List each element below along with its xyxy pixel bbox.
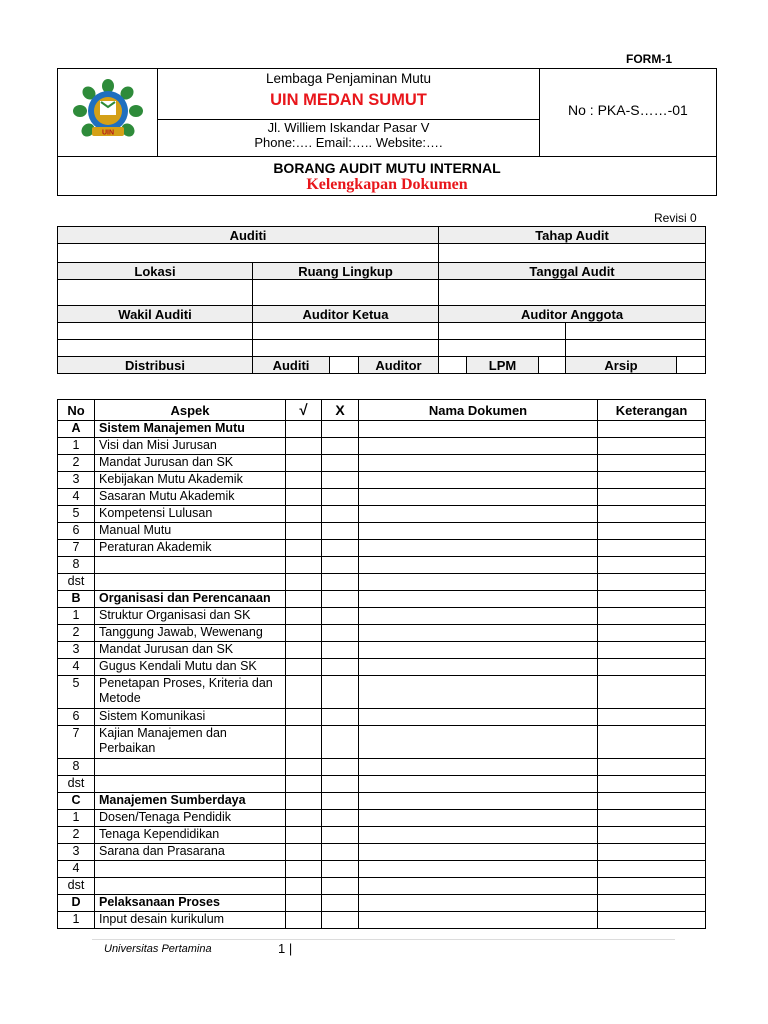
- table-row: [58, 912, 706, 929]
- auditor-anggota-field-3[interactable]: [439, 340, 566, 357]
- table-row: [58, 709, 706, 726]
- keterangan-cell[interactable]: [598, 421, 706, 438]
- keterangan-cell[interactable]: [598, 642, 706, 659]
- institution-name: UIN MEDAN SUMUT: [270, 91, 427, 109]
- table-row: [58, 608, 706, 625]
- row-aspek: Tenaga Kependidikan: [95, 827, 286, 844]
- check-cell[interactable]: [286, 659, 322, 676]
- auditor-anggota-field-1[interactable]: [439, 323, 566, 340]
- cross-cell[interactable]: [322, 659, 359, 676]
- nama-dokumen-cell[interactable]: [359, 608, 598, 625]
- keterangan-cell[interactable]: [598, 438, 706, 455]
- row-number: 4: [58, 489, 95, 506]
- dist-auditi-box[interactable]: [330, 357, 359, 374]
- auditi-field[interactable]: [58, 244, 439, 263]
- cross-cell[interactable]: [322, 455, 359, 472]
- row-number: 2: [58, 455, 95, 472]
- header-nama-dokumen: Nama Dokumen: [359, 400, 598, 421]
- auditor-ketua-label: Auditor Ketua: [253, 306, 439, 323]
- cross-cell[interactable]: [322, 810, 359, 827]
- row-number: dst: [58, 878, 95, 895]
- keterangan-cell[interactable]: [598, 878, 706, 895]
- check-cell[interactable]: [286, 557, 322, 574]
- table-row: [58, 557, 706, 574]
- auditor-anggota-label: Auditor Anggota: [439, 306, 706, 323]
- check-cell[interactable]: [286, 489, 322, 506]
- row-number: 1: [58, 912, 95, 929]
- keterangan-cell[interactable]: [598, 659, 706, 676]
- check-cell[interactable]: [286, 793, 322, 810]
- row-aspek: Mandat Jurusan dan SK: [95, 642, 286, 659]
- title-row: [58, 156, 716, 195]
- keterangan-cell[interactable]: [598, 793, 706, 810]
- nama-dokumen-cell[interactable]: [359, 912, 598, 929]
- check-cell[interactable]: [286, 574, 322, 591]
- check-cell[interactable]: [286, 912, 322, 929]
- table-row: [58, 540, 706, 557]
- cross-cell[interactable]: [322, 421, 359, 438]
- ruang-lingkup-label: Ruang Lingkup: [253, 263, 439, 280]
- nama-dokumen-cell[interactable]: [359, 472, 598, 489]
- nama-dokumen-cell[interactable]: [359, 489, 598, 506]
- cross-cell[interactable]: [322, 642, 359, 659]
- check-cell[interactable]: [286, 759, 322, 776]
- keterangan-cell[interactable]: [598, 895, 706, 912]
- check-cell[interactable]: [286, 472, 322, 489]
- table-row: [58, 625, 706, 642]
- check-cell[interactable]: [286, 455, 322, 472]
- row-number: 3: [58, 844, 95, 861]
- keterangan-cell[interactable]: [598, 557, 706, 574]
- auditor-anggota-field-4[interactable]: [566, 340, 706, 357]
- row-number: C: [58, 793, 95, 810]
- dist-lpm-box[interactable]: [539, 357, 566, 374]
- table-row: [58, 642, 706, 659]
- table-header-row: [58, 400, 706, 421]
- check-cell[interactable]: [286, 709, 322, 726]
- keterangan-cell[interactable]: [598, 540, 706, 557]
- table-row: [58, 827, 706, 844]
- ruang-lingkup-field[interactable]: [253, 280, 439, 306]
- table-row: [58, 574, 706, 591]
- nama-dokumen-cell[interactable]: [359, 455, 598, 472]
- table-row: [58, 489, 706, 506]
- header-cross: X: [322, 400, 359, 421]
- table-row: [58, 844, 706, 861]
- nama-dokumen-cell[interactable]: [359, 861, 598, 878]
- nama-dokumen-cell[interactable]: [359, 540, 598, 557]
- cross-cell[interactable]: [322, 895, 359, 912]
- row-number: 2: [58, 827, 95, 844]
- check-cell[interactable]: [286, 608, 322, 625]
- keterangan-cell[interactable]: [598, 912, 706, 929]
- cross-cell[interactable]: [322, 726, 359, 759]
- check-cell[interactable]: [286, 810, 322, 827]
- keterangan-cell[interactable]: [598, 709, 706, 726]
- table-row: [58, 759, 706, 776]
- header-keterangan: Keterangan: [598, 400, 706, 421]
- check-cell[interactable]: [286, 726, 322, 759]
- checklist-table: [57, 399, 706, 929]
- nama-dokumen-cell[interactable]: [359, 659, 598, 676]
- logo-cell: [58, 69, 158, 156]
- lokasi-label: Lokasi: [58, 263, 253, 280]
- footer-divider: [92, 939, 675, 940]
- cross-cell[interactable]: [322, 709, 359, 726]
- cross-cell[interactable]: [322, 489, 359, 506]
- row-aspek: [95, 574, 286, 591]
- cross-cell[interactable]: [322, 676, 359, 709]
- cross-cell[interactable]: [322, 523, 359, 540]
- row-aspek: Gugus Kendali Mutu dan SK: [95, 659, 286, 676]
- row-number: 1: [58, 438, 95, 455]
- row-aspek: Sarana dan Prasarana: [95, 844, 286, 861]
- doc-number: No : PKA-S……-01: [568, 102, 688, 118]
- cross-cell[interactable]: [322, 557, 359, 574]
- row-aspek: [95, 776, 286, 793]
- table-row: [58, 810, 706, 827]
- row-number: 8: [58, 759, 95, 776]
- revision-label: Revisi 0: [654, 211, 697, 225]
- dist-arsip-box[interactable]: [677, 357, 706, 374]
- row-aspek: Mandat Jurusan dan SK: [95, 455, 286, 472]
- check-cell[interactable]: [286, 827, 322, 844]
- table-row: [58, 472, 706, 489]
- row-aspek: Manajemen Sumberdaya: [95, 793, 286, 810]
- cross-cell[interactable]: [322, 759, 359, 776]
- row-number: 4: [58, 861, 95, 878]
- check-cell[interactable]: [286, 523, 322, 540]
- row-aspek: Pelaksanaan Proses: [95, 895, 286, 912]
- audit-info-table: [57, 226, 706, 374]
- nama-dokumen-cell[interactable]: [359, 759, 598, 776]
- section-row: [58, 793, 706, 810]
- row-number: 7: [58, 726, 95, 759]
- institution-top: Lembaga Penjaminan Mutu: [265, 71, 432, 86]
- row-aspek: Dosen/Tenaga Pendidik: [95, 810, 286, 827]
- row-number: 3: [58, 642, 95, 659]
- row-number: 3: [58, 472, 95, 489]
- row-number: 5: [58, 676, 95, 709]
- nama-dokumen-cell[interactable]: [359, 726, 598, 759]
- nama-dokumen-cell[interactable]: [359, 895, 598, 912]
- keterangan-cell[interactable]: [598, 591, 706, 608]
- table-row: [58, 726, 706, 759]
- nama-dokumen-cell[interactable]: [359, 506, 598, 523]
- keterangan-cell[interactable]: [598, 574, 706, 591]
- keterangan-cell[interactable]: [598, 489, 706, 506]
- nama-dokumen-cell[interactable]: [359, 642, 598, 659]
- check-cell[interactable]: [286, 776, 322, 793]
- nama-dokumen-cell[interactable]: [359, 523, 598, 540]
- cross-cell[interactable]: [322, 540, 359, 557]
- distribusi-label: Distribusi: [58, 357, 253, 374]
- keterangan-cell[interactable]: [598, 827, 706, 844]
- tahap-audit-label: Tahap Audit: [439, 227, 706, 244]
- check-cell[interactable]: [286, 642, 322, 659]
- cross-cell[interactable]: [322, 912, 359, 929]
- row-number: 4: [58, 659, 95, 676]
- nama-dokumen-cell[interactable]: [359, 776, 598, 793]
- keterangan-cell[interactable]: [598, 523, 706, 540]
- table-row: [58, 861, 706, 878]
- check-cell[interactable]: [286, 591, 322, 608]
- row-number: A: [58, 421, 95, 438]
- keterangan-cell[interactable]: [598, 861, 706, 878]
- wakil-auditi-field[interactable]: [58, 323, 253, 340]
- auditor-ketua-field[interactable]: [253, 323, 439, 340]
- footer-university: Universitas Pertamina: [104, 943, 212, 955]
- check-cell[interactable]: [286, 844, 322, 861]
- form-subtitle: Kelengkapan Dokumen: [306, 176, 468, 193]
- cross-cell[interactable]: [322, 608, 359, 625]
- row-number: 1: [58, 810, 95, 827]
- row-number: 1: [58, 608, 95, 625]
- nama-dokumen-cell[interactable]: [359, 574, 598, 591]
- wakil-auditi-field-2[interactable]: [58, 340, 253, 357]
- nama-dokumen-cell[interactable]: [359, 844, 598, 861]
- institution-cell: [158, 69, 540, 156]
- institution-logo-icon: [72, 79, 144, 147]
- row-number: D: [58, 895, 95, 912]
- row-number: dst: [58, 574, 95, 591]
- footer-page-number: 1 |: [278, 941, 293, 956]
- tanggal-audit-label: Tanggal Audit: [439, 263, 706, 280]
- table-row: [58, 455, 706, 472]
- section-row: [58, 421, 706, 438]
- nama-dokumen-cell[interactable]: [359, 709, 598, 726]
- header-aspek: Aspek: [95, 400, 286, 421]
- keterangan-cell[interactable]: [598, 625, 706, 642]
- nama-dokumen-cell[interactable]: [359, 878, 598, 895]
- table-row: [58, 523, 706, 540]
- row-aspek: [95, 861, 286, 878]
- keterangan-cell[interactable]: [598, 676, 706, 709]
- check-cell[interactable]: [286, 438, 322, 455]
- row-aspek: Organisasi dan Perencanaan: [95, 591, 286, 608]
- nama-dokumen-cell[interactable]: [359, 438, 598, 455]
- cross-cell[interactable]: [322, 591, 359, 608]
- check-cell[interactable]: [286, 625, 322, 642]
- row-aspek: Visi dan Misi Jurusan: [95, 438, 286, 455]
- table-row: [58, 659, 706, 676]
- cross-cell[interactable]: [322, 625, 359, 642]
- svg-text:UIN: UIN: [101, 129, 114, 136]
- check-cell[interactable]: [286, 676, 322, 709]
- row-aspek: Struktur Organisasi dan SK: [95, 608, 286, 625]
- keterangan-cell[interactable]: [598, 844, 706, 861]
- keterangan-cell[interactable]: [598, 608, 706, 625]
- row-aspek: [95, 557, 286, 574]
- table-row: [58, 878, 706, 895]
- check-cell[interactable]: [286, 506, 322, 523]
- contact: Phone:…. Email:….. Website:….: [254, 135, 443, 150]
- check-cell[interactable]: [286, 878, 322, 895]
- row-number: B: [58, 591, 95, 608]
- address: Jl. Williem Iskandar Pasar V: [267, 120, 430, 135]
- row-aspek: [95, 759, 286, 776]
- row-aspek: Input desain kurikulum: [95, 912, 286, 929]
- auditor-ketua-field-2[interactable]: [253, 340, 439, 357]
- lokasi-field[interactable]: [58, 280, 253, 306]
- checklist-body: [58, 421, 706, 929]
- form-label: FORM-1: [626, 52, 672, 66]
- row-aspek: Kajian Manajemen dan Perbaikan: [95, 726, 286, 759]
- row-aspek: Sasaran Mutu Akademik: [95, 489, 286, 506]
- section-row: [58, 591, 706, 608]
- keterangan-cell[interactable]: [598, 759, 706, 776]
- auditor-anggota-field-2[interactable]: [566, 323, 706, 340]
- document-header: [57, 68, 717, 196]
- row-number: 2: [58, 625, 95, 642]
- check-cell[interactable]: [286, 540, 322, 557]
- section-row: [58, 895, 706, 912]
- keterangan-cell[interactable]: [598, 726, 706, 759]
- cross-cell[interactable]: [322, 861, 359, 878]
- table-row: [58, 676, 706, 709]
- dist-auditor-box[interactable]: [439, 357, 467, 374]
- dist-auditi-label: Auditi: [253, 357, 330, 374]
- doc-number-cell: [540, 69, 716, 156]
- row-number: 8: [58, 557, 95, 574]
- row-aspek: Kompetensi Lulusan: [95, 506, 286, 523]
- nama-dokumen-cell[interactable]: [359, 557, 598, 574]
- check-cell[interactable]: [286, 861, 322, 878]
- keterangan-cell[interactable]: [598, 810, 706, 827]
- nama-dokumen-cell[interactable]: [359, 625, 598, 642]
- table-row: [58, 776, 706, 793]
- check-cell[interactable]: [286, 421, 322, 438]
- keterangan-cell[interactable]: [598, 455, 706, 472]
- row-number: dst: [58, 776, 95, 793]
- cross-cell[interactable]: [322, 878, 359, 895]
- row-aspek: Sistem Manajemen Mutu: [95, 421, 286, 438]
- row-aspek: Penetapan Proses, Kriteria dan Metode: [95, 676, 286, 709]
- tanggal-audit-field[interactable]: [439, 280, 706, 306]
- nama-dokumen-cell[interactable]: [359, 810, 598, 827]
- row-number: 6: [58, 523, 95, 540]
- row-aspek: Manual Mutu: [95, 523, 286, 540]
- auditi-label: Auditi: [58, 227, 439, 244]
- form-title: BORANG AUDIT MUTU INTERNAL: [273, 160, 501, 176]
- nama-dokumen-cell[interactable]: [359, 827, 598, 844]
- table-row: [58, 506, 706, 523]
- row-number: 6: [58, 709, 95, 726]
- tahap-audit-field[interactable]: [439, 244, 706, 263]
- check-cell[interactable]: [286, 895, 322, 912]
- row-aspek: [95, 878, 286, 895]
- nama-dokumen-cell[interactable]: [359, 421, 598, 438]
- cross-cell[interactable]: [322, 574, 359, 591]
- header-no: No: [58, 400, 95, 421]
- header-check: √: [286, 400, 322, 421]
- table-row: [58, 438, 706, 455]
- nama-dokumen-cell[interactable]: [359, 676, 598, 709]
- cross-cell[interactable]: [322, 506, 359, 523]
- keterangan-cell[interactable]: [598, 472, 706, 489]
- cross-cell[interactable]: [322, 827, 359, 844]
- wakil-auditi-label: Wakil Auditi: [58, 306, 253, 323]
- row-number: 5: [58, 506, 95, 523]
- keterangan-cell[interactable]: [598, 776, 706, 793]
- row-aspek: Tanggung Jawab, Wewenang: [95, 625, 286, 642]
- dist-lpm-label: LPM: [467, 357, 539, 374]
- dist-arsip-label: Arsip: [566, 357, 677, 374]
- keterangan-cell[interactable]: [598, 506, 706, 523]
- row-number: 7: [58, 540, 95, 557]
- cross-cell[interactable]: [322, 776, 359, 793]
- row-aspek: Peraturan Akademik: [95, 540, 286, 557]
- cross-cell[interactable]: [322, 793, 359, 810]
- nama-dokumen-cell[interactable]: [359, 793, 598, 810]
- row-aspek: Kebijakan Mutu Akademik: [95, 472, 286, 489]
- nama-dokumen-cell[interactable]: [359, 591, 598, 608]
- cross-cell[interactable]: [322, 844, 359, 861]
- row-aspek: Sistem Komunikasi: [95, 709, 286, 726]
- cross-cell[interactable]: [322, 438, 359, 455]
- cross-cell[interactable]: [322, 472, 359, 489]
- dist-auditor-label: Auditor: [359, 357, 439, 374]
